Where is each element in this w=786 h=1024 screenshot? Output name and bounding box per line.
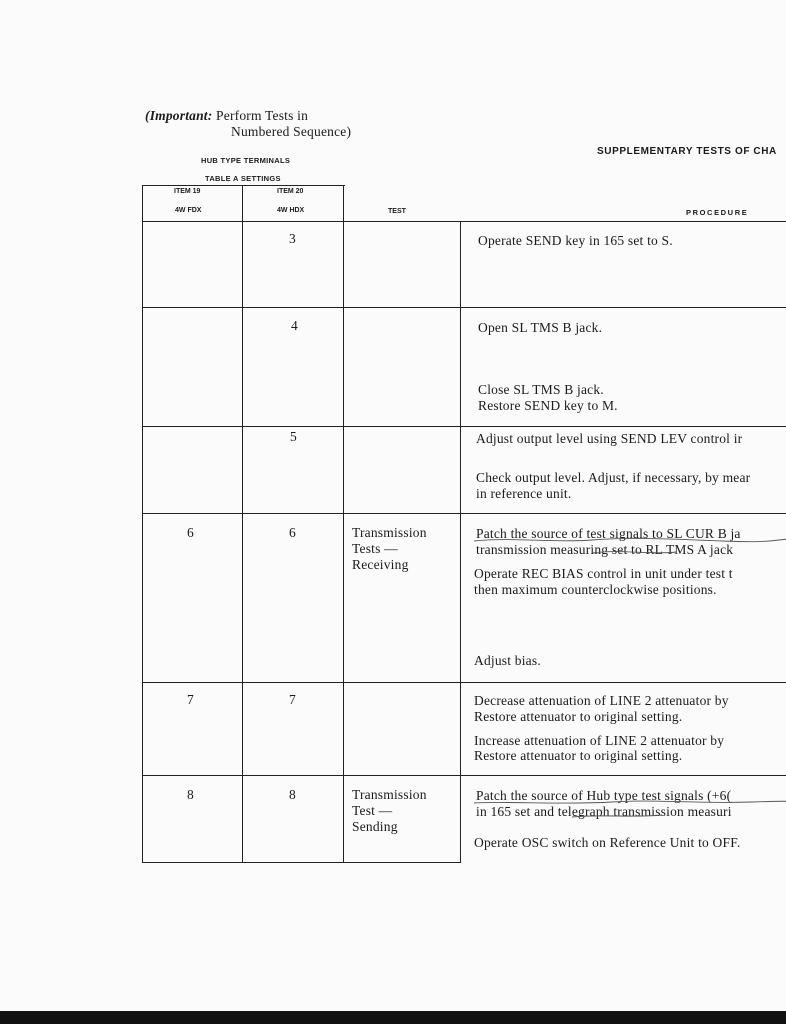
handwritten-underline <box>472 537 786 557</box>
row5-procedure-4: Restore attenuator to original setting. <box>474 748 683 763</box>
col-item19-header: ITEM 19 <box>174 188 201 195</box>
row4-test-1: Transmission <box>352 525 427 540</box>
row4-item20: 6 <box>289 525 296 540</box>
important-text-1: Perform Tests in <box>216 108 309 123</box>
grid-line <box>460 221 461 863</box>
row6-test-3: Sending <box>352 819 398 834</box>
hub-type-title: HUB TYPE TERMINALS <box>201 156 291 165</box>
row4-test-3: Receiving <box>352 557 409 572</box>
row5-procedure-2: Restore attenuator to original setting. <box>474 709 683 724</box>
col-procedure-header: PROCEDURE <box>686 208 749 217</box>
table-a-settings-title: TABLE A SETTINGS <box>205 174 281 183</box>
row4-test-2: Tests — <box>352 541 398 556</box>
grid-line <box>142 775 786 776</box>
col-item19-sub: 4W FDX <box>175 207 202 214</box>
row1-procedure-1: Operate SEND key in 165 set to S. <box>478 233 673 248</box>
row1-item20: 3 <box>289 231 296 246</box>
row6-procedure-1: Patch the source of Hub type test signals (+6( <box>476 788 732 803</box>
col-item20-sub: 4W HDX <box>277 207 305 214</box>
row5-item19: 7 <box>187 692 194 707</box>
row4-procedure-1: Patch the source of test signals to SL CUR B ja <box>476 526 741 541</box>
row2-procedure-3: Restore SEND key to M. <box>478 398 618 413</box>
grid-line <box>142 185 143 863</box>
row6-procedure-2: in 165 set and telegraph transmission measuri <box>476 804 732 819</box>
row2-item20: 4 <box>291 318 298 333</box>
row4-procedure-2: transmission measuring set to RL TMS A jack <box>476 542 734 557</box>
important-label: (Important: <box>145 108 213 123</box>
grid-line <box>142 513 786 514</box>
grid-line <box>142 221 786 222</box>
important-note-line1 <box>145 108 308 124</box>
grid-line <box>242 185 243 863</box>
row6-item20: 8 <box>289 787 296 802</box>
row3-procedure-3: in reference unit. <box>476 486 572 501</box>
scan-edge-bar <box>0 1011 786 1024</box>
handwritten-underline <box>472 800 786 820</box>
row4-procedure-4: then maximum counterclockwise positions. <box>474 582 717 597</box>
grid-line <box>142 426 786 427</box>
row3-procedure-2: Check output level. Adjust, if necessary, by mear <box>476 470 751 485</box>
row6-test-1: Transmission <box>352 787 427 802</box>
col-test-header: TEST <box>388 208 406 215</box>
grid-line <box>142 862 461 863</box>
row4-item19: 6 <box>187 525 194 540</box>
grid-line <box>142 185 345 186</box>
row5-item20: 7 <box>289 692 296 707</box>
row4-procedure-3: Operate REC BIAS control in unit under test t <box>474 566 733 581</box>
row5-procedure-1: Decrease attenuation of LINE 2 attenuator by <box>474 693 729 708</box>
row6-test-2: Test — <box>352 803 393 818</box>
grid-line <box>142 682 786 683</box>
col-item20-header: ITEM 20 <box>277 188 304 195</box>
grid-line <box>142 307 786 308</box>
row6-procedure-3: Operate OSC switch on Reference Unit to OFF. <box>474 835 741 850</box>
grid-line <box>343 185 344 863</box>
row4-procedure-5: Adjust bias. <box>474 653 541 668</box>
row3-procedure-1: Adjust output level using SEND LEV control ir <box>476 431 743 446</box>
important-text-2: Numbered Sequence) <box>231 124 352 139</box>
section-title: SUPPLEMENTARY TESTS OF CHA <box>597 146 777 157</box>
row3-item20: 5 <box>290 429 297 444</box>
row5-procedure-3: Increase attenuation of LINE 2 attenuator by <box>474 733 725 748</box>
row2-procedure-1: Open SL TMS B jack. <box>478 320 603 335</box>
row6-item19: 8 <box>187 787 194 802</box>
row2-procedure-2: Close SL TMS B jack. <box>478 382 604 397</box>
